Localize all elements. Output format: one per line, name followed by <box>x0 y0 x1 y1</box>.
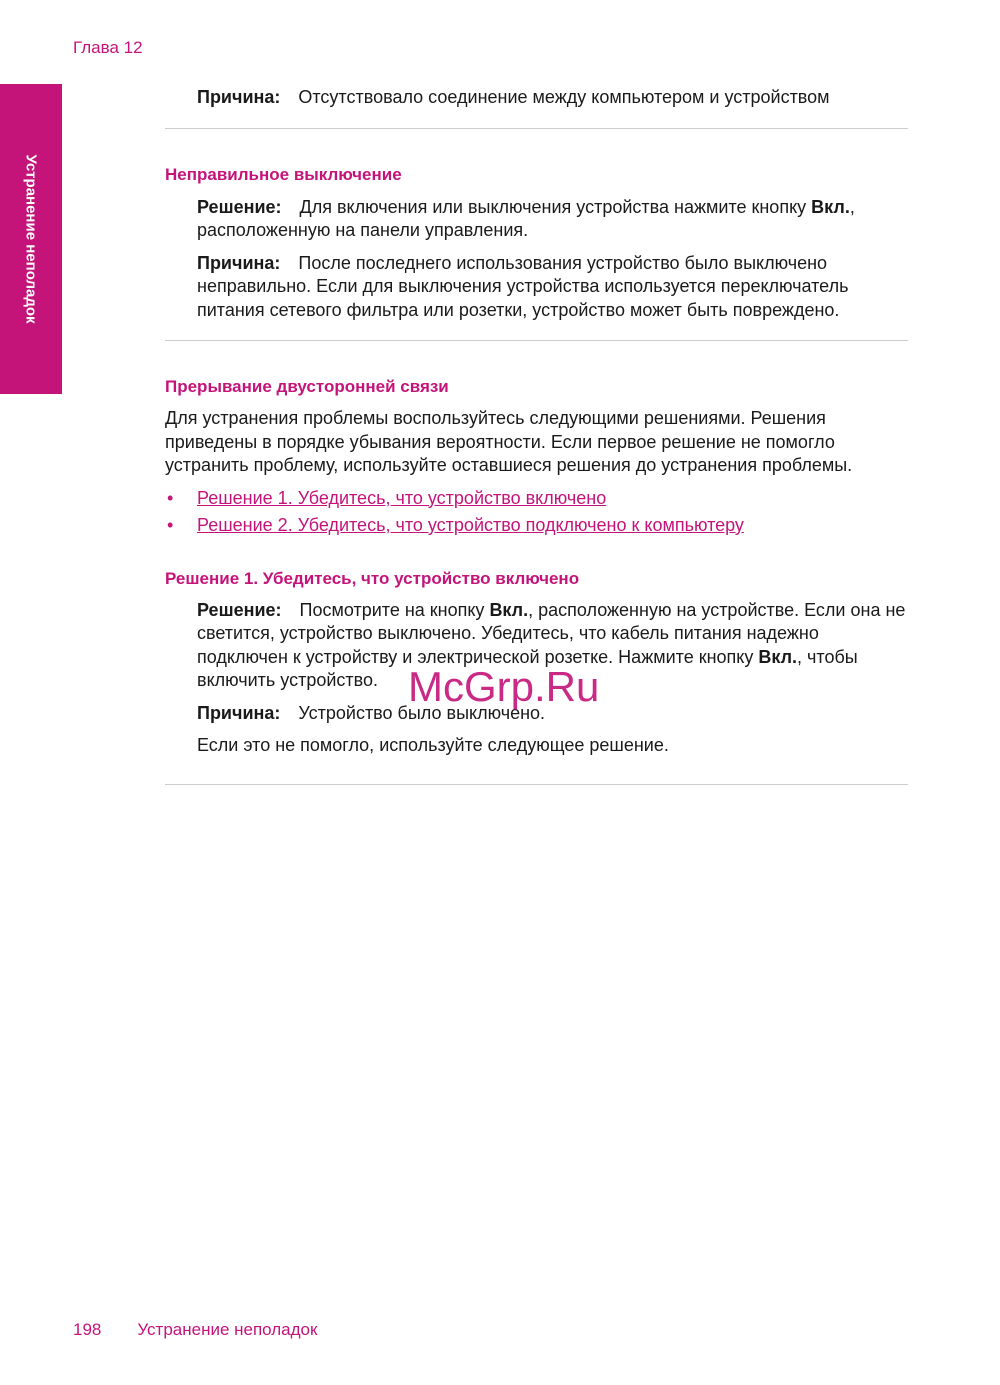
section-title-two-way-communication: Прерывание двусторонней связи <box>165 377 449 396</box>
cause-label: Причина: <box>197 87 281 107</box>
solution-text-end: , чтобы включить устройство. <box>197 646 858 690</box>
section-title-improper-shutdown: Неправильное выключение <box>165 164 402 184</box>
divider <box>165 128 908 129</box>
bullet-icon: • <box>167 515 174 535</box>
cause-label: Причина: <box>197 252 281 273</box>
solution-text: Для включения или выключения устройства нажмите кнопку <box>299 196 812 217</box>
cause-paragraph-1 <box>197 252 908 323</box>
list-item <box>165 487 908 511</box>
side-tab <box>0 84 62 394</box>
side-tab-label: Устранение неполадок <box>22 154 40 324</box>
next-solution-note: Если это не помогло, используйте следующее решение. <box>197 735 669 755</box>
section-title-solution-1: Решение 1. Убедитесь, что устройство включено <box>165 568 580 588</box>
power-button-name: Вкл. <box>489 599 529 620</box>
cause-text: Устройство было выключено. <box>298 702 546 723</box>
link-solution-1[interactable]: Решение 1. Убедитесь, что устройство включено <box>197 487 607 508</box>
chapter-header: Глава 12 <box>73 38 143 57</box>
cause-paragraph-0 <box>197 86 908 110</box>
solution-paragraph-1 <box>197 196 908 243</box>
page-footer <box>73 1320 317 1340</box>
solution-label: Решение: <box>197 196 282 217</box>
cause-label: Причина: <box>197 702 281 723</box>
solution-label: Решение: <box>197 599 282 620</box>
intro-paragraph: Для устранения проблемы воспользуйтесь следующими решениями. Решения приведены в порядке убывания вероятности. Если первое решение не помогло устранить проблему, используйте оставшиеся решения до устранения проблемы. <box>165 408 853 475</box>
footer-section-name: Устранение неполадок <box>137 1320 318 1339</box>
link-solution-2[interactable]: Решение 2. Убедитесь, что устройство подключено к компьютеру <box>197 515 744 535</box>
solution-text-middle: , расположенную на устройстве. Если она не светится, устройство выключено. Убедитесь, что кабель питания надежно подключен к устройству и электрической розетке. Нажмите кнопку <box>197 599 906 667</box>
cause-text: После последнего использования устройство было выключено неправильно. Если для выключения устройства используется переключатель питания сетевого фильтра или розетки, устройство может быть повреждено. <box>197 252 849 320</box>
solution-text: Посмотрите на кнопку <box>299 599 490 620</box>
solution-text-end: , расположенную на панели управления. <box>197 196 855 240</box>
divider <box>165 784 908 785</box>
list-item <box>165 514 908 538</box>
watermark: McGrp.Ru <box>408 663 600 710</box>
page-number: 198 <box>73 1320 102 1339</box>
cause-text: Отсутствовало соединение между компьютером и устройством <box>298 87 830 107</box>
solutions-link-list <box>165 487 908 538</box>
power-button-name: Вкл. <box>811 196 850 217</box>
bullet-icon: • <box>167 487 174 508</box>
divider <box>165 340 908 341</box>
power-button-name-2: Вкл. <box>758 646 798 667</box>
